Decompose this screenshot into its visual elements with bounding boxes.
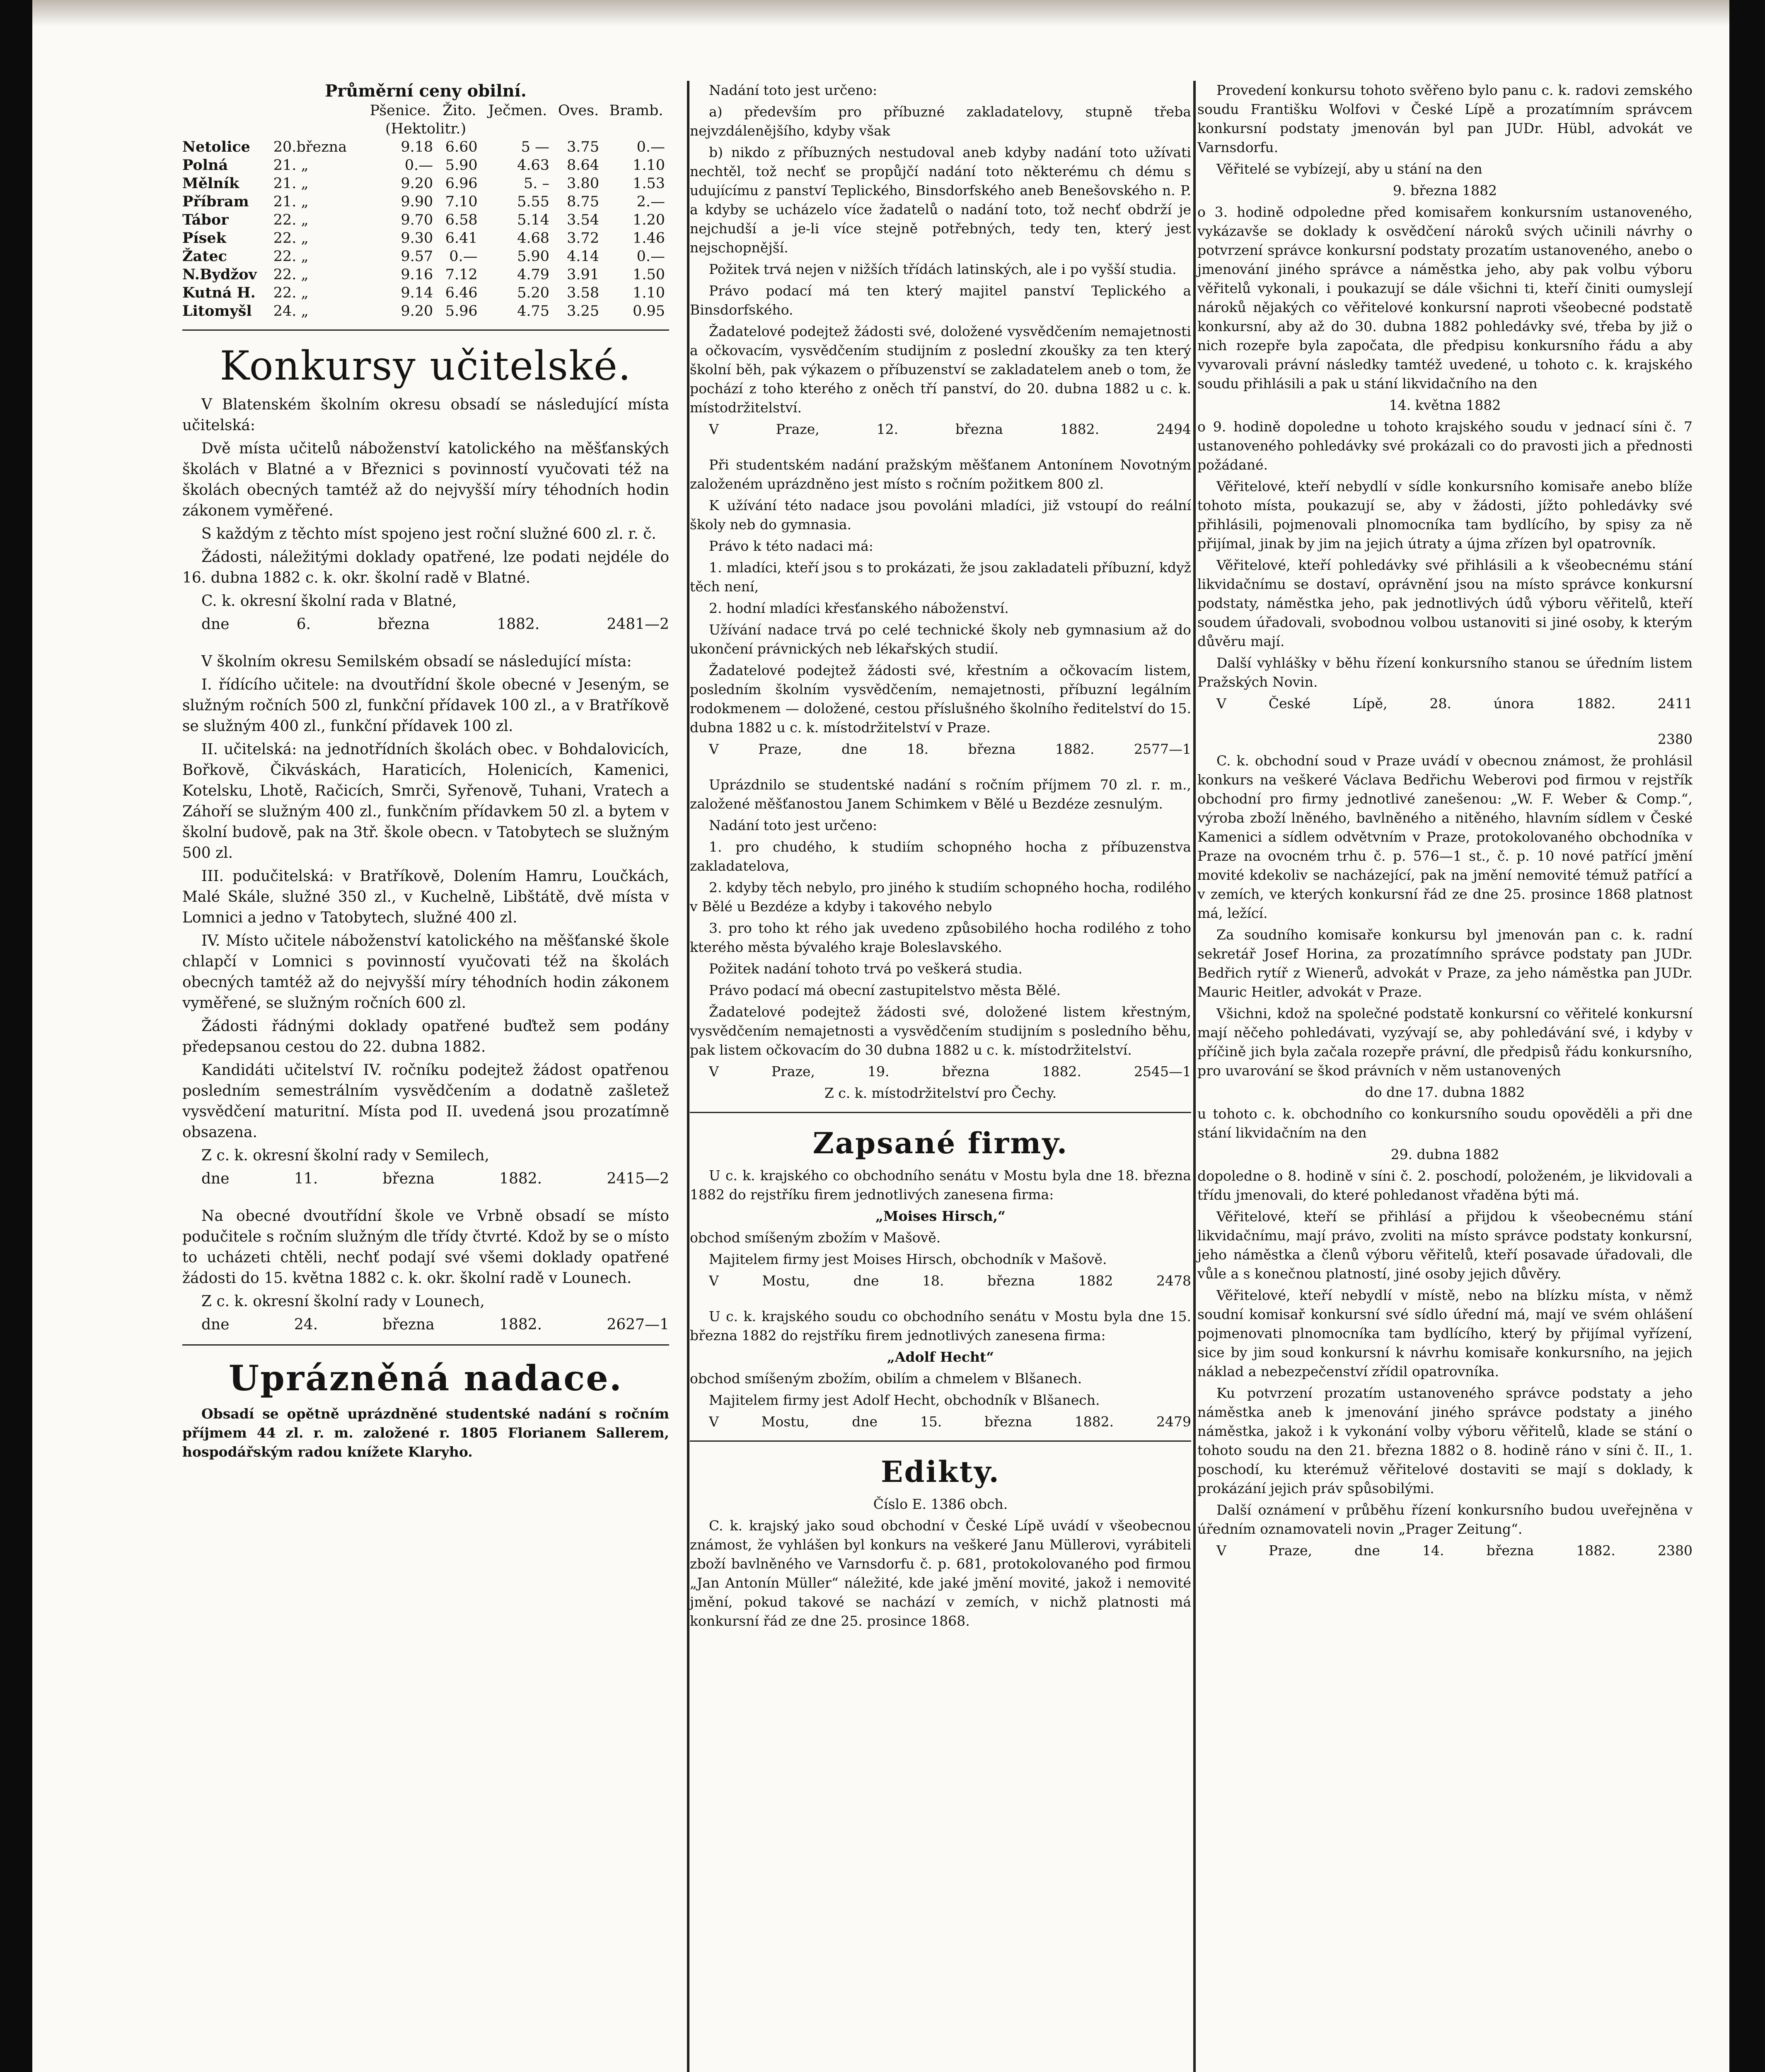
hearing-date: 9. března 1882 <box>1393 182 1497 198</box>
grain-date: 22. „ <box>273 230 309 247</box>
text: Majitelem firmy jest Adolf Hecht, obchodník v Blšanech. <box>709 1392 1100 1408</box>
signature-date: V Praze, dne 14. března 1882. <box>1216 1542 1615 1559</box>
grain-cell: 6.41 <box>445 230 478 247</box>
spacer <box>1197 716 1692 730</box>
notice-number: 2577—1 <box>1134 741 1191 757</box>
notice-number: 2494 <box>1156 421 1191 437</box>
grain-cell: 7.10 <box>445 194 478 210</box>
signature-date: dne 24. března 1882. <box>201 1316 542 1333</box>
text: Nadání toto jest určeno: <box>709 817 878 833</box>
text: Právo podací má ten který majitel panství Teplického a Binsdorfského. <box>690 283 1191 318</box>
spacer <box>690 761 1191 775</box>
text: Požitek trvá nejen v nižších třídách latinských, ale i po vyšší studia. <box>709 261 1177 277</box>
grain-cell: 0.— <box>449 248 478 265</box>
text: Žadatelové podejtež žádosti své, doložené listem křestným, vysvědčením nemajetnosti a vysvědčením studijním s posledního běhu, pak listem očkovacím do 30 dubna 1882 u c. k. místodržitelství. <box>690 1004 1191 1058</box>
grain-cell: 5 — <box>521 139 550 155</box>
notice-number: 2627—1 <box>607 1316 669 1333</box>
grain-cell: 5.55 <box>517 194 550 210</box>
heading-firmy: Zapsané firmy. <box>812 1126 1069 1160</box>
grain-cell: 5.14 <box>517 212 550 228</box>
grain-cell: 4.75 <box>517 303 550 320</box>
grain-town: N.Bydžov <box>182 266 257 283</box>
grain-cell: 4.63 <box>517 157 550 174</box>
text: Požitek nadání tohoto trvá po veškerá studia. <box>709 961 1023 977</box>
text: Žádosti řádnými doklady opatřené buďtež sem podány předepsanou cestou do 22. dubna 1882. <box>182 1018 669 1055</box>
grain-town: Polná <box>182 157 228 174</box>
column-rule-2 <box>1193 81 1196 2072</box>
text: Žadatelové podejtež žádosti své, křestním a očkovacím listem, posledním školním vysvědčením, nemajetnosti, příbuzní legálním rodokmenem — doložené, cestou příslušného školního ředitelství do 15. dubna 1882 u c. k. místodržitelství v Praze. <box>690 662 1191 736</box>
grain-cell: 0.— <box>404 157 433 174</box>
grain-cell: 9.90 <box>401 194 433 210</box>
grain-cell: 9.57 <box>401 248 433 265</box>
grain-town: Mělník <box>182 175 239 192</box>
text: b) nikdo z příbuzných nestudoval aneb kdyby nadání toto užívati nechtěl, tož nechť se propůjčí nadání toto některému ch dému s udujícímu z panství Teplického, Binsdorfského aneb Benešovského n. P. a kdyby se ucházelo více žadatelů o nadání toto, tož nechť obdrží je nejchudší a je-li více stejně potřebných, tedy ten, který jest nejschopnější. <box>690 144 1191 256</box>
text: Na obecné dvoutřídní škole ve Vrbně obsadí se místo podučitele s ročním služným dle třídy čtvrté. Kdož by se o místo to ucházeti chtěli, nechť podají své všemi doklady opatřené žádosti do 15. května 1882 c. k. okr. školní radě v Lounech. <box>182 1208 669 1287</box>
grain-date: 22. „ <box>273 248 309 265</box>
text: u tohoto c. k. obchodního co konkursního soudu opověděli a při dne stání likvidačním na den <box>1197 1106 1692 1141</box>
grain-prices-table <box>182 102 669 320</box>
grain-cell: 6.58 <box>445 212 478 228</box>
grain-header-spacer-date <box>273 102 363 120</box>
grain-cell: 5.20 <box>517 285 550 301</box>
grain-cell: 3.72 <box>567 230 600 247</box>
signature-line <box>690 1062 1191 1081</box>
grain-row <box>182 229 669 247</box>
grain-row <box>182 266 669 284</box>
text: Dvě místa učitelů náboženství katolického na měšťanských školách v Blatné a v Březnici s povinností vyučovati též na školách obecných tamtéž až do nejvyšší míry téhodních hodin zákonem vyměřené. <box>182 440 669 519</box>
text: obchod smíšeným zbožím v Mašově. <box>690 1230 941 1246</box>
signature-date: dne 11. března 1882. <box>201 1170 542 1187</box>
grain-cell: 2.— <box>636 194 665 210</box>
grain-cell: 5. – <box>524 175 550 192</box>
grain-cell: 9.18 <box>401 139 433 155</box>
text: 3. pro toho kt rého jak uvedeno způsobilého hocha rodilého z toho kterého města bývalého kraje Boleslavského. <box>690 920 1191 955</box>
text: Žadatelové podejtež žádosti své, doložené vysvědčením nemajetnosti a očkovacím, vysvědčením studijním z poslední zkoušky za ten který školní běh, pak výkazem o příbuzenství se zakladatelem aneb o tom, že pochází z toho kterého z oněch tří panství, do 20. dubna 1882 u c. k. místodržitelství. <box>690 323 1191 416</box>
text: Z c. k. okresní školní rady v Semilech, <box>201 1147 489 1164</box>
notice-number: 2478 <box>1156 1273 1191 1289</box>
grain-row <box>182 193 669 211</box>
grain-prices-title: Průměrní ceny obilní. <box>325 81 527 101</box>
text: Věřitelové, kteří nebydlí v místě, nebo na blízku místa, v němž soudní komisař konkursní své sídlo úřední má, mají ve svém ohlášení pojmenovati plnomocníka tam bydlícího, který by přijímal vyřízení, sice by jim soud konkursní k návrhu komisaře konkursního, na jejich náklad a nebezpečenství zřídil opatrovníka. <box>1197 1287 1692 1380</box>
edict-number: Číslo E. 1386 obch. <box>873 1496 1008 1512</box>
grain-cell: 6.96 <box>445 175 478 192</box>
grain-date: 22. „ <box>273 285 309 301</box>
grain-cell: 3.75 <box>567 139 600 155</box>
text: Věřitelové, kteří nebydlí v sídle konkursního komisaře anebo blíže tohoto místa, poukazují se, aby v žádosti, jížto pohledávky své přihlásili, pojmenovali plnomocníka tam bydlícího, by spisy za ně přijímal, jinak by jim na jejich útraty a újma zřízen byl opatrovník. <box>1197 478 1692 552</box>
heading-konkursy: Konkursy učitelské. <box>220 343 632 389</box>
grain-town: Písek <box>182 230 226 247</box>
signature-line <box>690 1271 1191 1290</box>
grain-cell: 9.20 <box>401 303 433 320</box>
grain-date: 22. „ <box>273 212 309 228</box>
signature-date: V Mostu, dne 15. března 1882. <box>709 1414 1114 1430</box>
text: Nadání toto jest určeno: <box>709 82 878 98</box>
text: Věřitelé se vybízejí, aby u stání na den <box>1216 161 1482 177</box>
signature-line <box>690 740 1191 759</box>
grain-cell: 1.10 <box>633 285 665 301</box>
text: Za soudního komisaře konkursu byl jmenován pan c. k. radní sekretář Josef Horina, za prozatímního správce podstaty pan JUDr. Bedřich rytíř z Wienerů, advokát v Praze, za jeho náměstka pan JUDr. Mauric Heitler, advokát v Praze. <box>1197 927 1692 1000</box>
grain-cell: 1.46 <box>633 230 665 247</box>
text: 2. hodní mladíci křesťanského náboženství. <box>709 600 1009 616</box>
column-rule-1 <box>687 81 689 2072</box>
grain-cell: 9.14 <box>401 285 433 301</box>
text: C. k. krajský jako soud obchodní v České Lípě uvádí v všeobecnou známost, že vyhlášen byl konkurs na veškeré Janu Müllerovi, vyrábiteli zboží bavlněného ve Varnsdorfu č. p. 681, protokolovaného pod firmou „Jan Antonín Müller“ náležité, kde jaké jmění movité, jakož i nemovité jmění, pokud takové se nachází v zemích, v nichž platnosti má konkursní řád ze dne 25. prosince 1868. <box>690 1518 1191 1629</box>
grain-date: 20.března <box>273 139 347 155</box>
text: Všichni, kdož na společné podstatě konkursní co věřitelé konkursní mají něčeho pohledávati, vyzývají se, aby pohledávání své, i kdyby v příčině jich byla začala rozepře právní, dle předpisů řádu konkursního, pro uvarování se škod právních v něm ustanovených <box>1197 1005 1692 1079</box>
hearing-date: 29. dubna 1882 <box>1390 1146 1499 1162</box>
grain-town: Žatec <box>182 248 227 265</box>
text: S každým z těchto míst spojeno jest roční služné 600 zl. r. č. <box>201 525 656 542</box>
text: obchod smíšeným zbožím, obilím a chmelem v Blšanech. <box>690 1370 1082 1387</box>
grain-cell: 4.68 <box>517 230 550 247</box>
grain-cell: 0.— <box>636 139 665 155</box>
grain-cell: 0.— <box>636 248 665 265</box>
grain-row <box>182 211 669 229</box>
grain-row <box>182 302 669 320</box>
grain-row <box>182 247 669 266</box>
text: Žádosti, náležitými doklady opatřené, lze podati nejdéle do 16. dubna 1882 c. k. okr. školní radě v Blatné. <box>182 549 669 586</box>
text: Další oznámení v průběhu řízení konkursního budou uveřejněna v úředním oznamovateli novin „Prager Zeitung“. <box>1197 1502 1692 1537</box>
grain-cell: 7.12 <box>445 266 478 283</box>
column-2 <box>690 81 1191 1633</box>
notice-number: 2411 <box>1658 695 1692 712</box>
signature-date: V České Lípě, 28. února 1882. <box>1216 695 1616 712</box>
text: IV. Místo učitele náboženství katolického na měšťanské škole chlapčí v Lomnici s povinností vyučovati též na školách obecných tamtéž až do nejvyšší míry téhodních hodin zákonem vyměřené, se služným ročních 600 zl. <box>182 932 669 1012</box>
page-right-border <box>1729 0 1765 2072</box>
grain-cell: 4.14 <box>567 248 600 265</box>
signature-line <box>182 614 669 635</box>
grain-cell: 5.90 <box>517 248 550 265</box>
grain-row <box>182 138 669 156</box>
firm-name: „Moises Hirsch,“ <box>875 1208 1006 1224</box>
heading-nadace: Uprázněná nadace. <box>228 1358 623 1399</box>
signature-line <box>182 1169 669 1189</box>
text: a) především pro příbuzné zakladatelovy, stupně třeba nejvzdálenějšího, kdyby však <box>690 104 1191 139</box>
text: Provedení konkursu tohoto svěřeno bylo panu c. k. radovi zemského soudu Františku Wolfovi v České Lípě a prozatímním správcem konkursní podstaty jmenován byl pan JUDr. Hübl, advokát ve Varnsdorfu. <box>1197 82 1692 155</box>
grain-cell: 0.95 <box>633 303 665 320</box>
section-divider <box>690 1112 1191 1113</box>
grain-row <box>182 156 669 174</box>
grain-cell: 5.90 <box>445 157 478 174</box>
grain-header-spacer <box>182 102 273 120</box>
signature-date: dne 6. března 1882. <box>201 616 540 633</box>
section-divider <box>690 1440 1191 1442</box>
notice-number: 2380 <box>1658 1542 1692 1559</box>
grain-header-oats: Oves. <box>558 102 599 119</box>
grain-cell: 3.80 <box>567 175 600 192</box>
text: C. k. okresní školní rada v Blatné, <box>201 593 457 610</box>
grain-header-wheat: Pšenice. <box>370 102 431 119</box>
grain-cell: 8.64 <box>567 157 600 174</box>
text: C. k. obchodní soud v Praze uvádí v obecnou známost, že prohlásil konkurs na veškeré Václava Bedřichu Weberovi pod firmou v rejstřík obchodní pro firmy jednotlivé zanešenou: „W. F. Weber & Comp.“, výroba zboží lněného, bavlněného a nitěného, hlavním sídlem v České Kamenici a sídlem odvětvním v Praze, protokolovaného obchodníka v Praze na ovocném trhu č. p. 576—1 st., č. p. 10 nové patřící jmění movité kdekoliv se nacházející, pak na jmění nemovité témuž patřící a v zemích, ve kterých konkursní řád ze dne 25. prosince 1868 platnost má, ležící. <box>1197 753 1692 921</box>
edict-number: 2380 <box>1658 731 1692 747</box>
text: o 9. hodině dopoledne u tohoto krajského soudu v jednací síni č. 7 ustanoveného pohledávky své prokázali co do pravosti jich a přednosti požádané. <box>1197 419 1692 473</box>
section-divider <box>182 329 669 331</box>
section-divider <box>182 1344 669 1346</box>
column-3 <box>1197 81 1692 1563</box>
heading-edikty: Edikty. <box>881 1455 1000 1489</box>
grain-cell: 8.75 <box>567 194 600 210</box>
text: 1. pro chudého, k studiím schopného hocha z příbuzenstva zakladatelova, <box>690 839 1191 874</box>
text: Při studentském nadání pražským měšťanem Antonínem Novotným založeném uprázdněno jest místo s ročním požitkem 800 zl. <box>690 457 1191 492</box>
signature-date: V Mostu, dne 18. března 1882 <box>709 1273 1113 1289</box>
signature-date: V Praze, 12. března 1882. <box>709 421 1100 437</box>
firm-name: „Adolf Hecht“ <box>887 1349 994 1365</box>
grain-row <box>182 284 669 302</box>
grain-date: 21. „ <box>273 194 309 210</box>
text: o 3. hodině odpoledne před komisařem konkursním ustanoveného, vykázavše se doklady k osvědčení nároků svých učinili návrhy o potvrzení správce konkursní podstaty prozatím ustanoveného, anebo o jmenování jiného správce a náměstka jeho, aby pak volbu výboru věřitelů vykonali, i poukazují se dále všichni ti, kteří činiti oumyslejí nároků nějakých co věřitelové konkursní naproti všeobecné podstatě konkursní, aby až do 30. dubna 1882 pohledávky své, třeba by již o nich rozepře byla započata, dle předpisu konkursního řádu a aby vyvarovali právní následky tamtéž uvedené, u tohoto c. k. krajského soudu přihlásili a pak u stání likvidačního na den <box>1197 204 1692 392</box>
spacer <box>182 1192 669 1206</box>
grain-cell: 9.30 <box>401 230 433 247</box>
spacer <box>690 1293 1191 1307</box>
text: U c. k. krajského soudu co obchodního senátu v Mostu byla dne 15. března 1882 do rejstříku firem jednotlivých zanesena firma: <box>690 1308 1191 1343</box>
grain-date: 24. „ <box>273 303 309 320</box>
text: Právo podací má obecní zastupitelstvo města Bělé. <box>709 982 1061 998</box>
grain-unit: (Hektolitr.) <box>385 121 467 137</box>
text: K užívání této nadace jsou povoláni mladíci, již vstoupí do reální školy neb do gymnasia. <box>690 497 1191 533</box>
grain-unit-row <box>182 120 669 138</box>
authority-line: Z c. k. místodržitelství pro Čechy. <box>824 1085 1057 1101</box>
grain-cell: 3.91 <box>567 266 600 283</box>
column-1 <box>182 81 669 1464</box>
grain-town: Kutná H. <box>182 284 256 301</box>
grain-cell: 1.10 <box>633 157 665 174</box>
spacer <box>182 637 669 651</box>
grain-header-barley: Ječmen. <box>488 102 547 119</box>
text: 1. mladíci, kteří jsou s to prokázati, že jsou zakladateli příbuzní, když těch není, <box>690 559 1191 595</box>
notice-number: 2479 <box>1156 1414 1192 1430</box>
grain-cell: 6.46 <box>445 285 478 301</box>
grain-cell: 4.79 <box>517 266 550 283</box>
text: III. podučitelská: v Bratříkově, Dolením Hamru, Loučkách, Malé Skále, služné 350 zl., v Kuchelně, Libštátě, dvě místa v Lomnici a jedno v Tatobytech, služné 400 zl. <box>182 868 669 926</box>
page-left-border <box>0 0 32 2072</box>
text: 2. kdyby těch nebylo, pro jiného k studiím schopného hocha, rodilého v Bělé u Bezdéze a kdyby i takového nebylo <box>690 879 1191 915</box>
notice-number: 2415—2 <box>607 1170 669 1187</box>
text: Obsadí se opětně uprázdněné studentské nadání s ročním příjmem 44 zl. r. m. založené r. 1805 Florianem Sallerem, hospodářským radou knížete Klaryho. <box>182 1406 669 1460</box>
grain-cell: 5.96 <box>445 303 478 320</box>
text: V školním okresu Semilském obsadí se následující místa: <box>201 653 632 670</box>
grain-date: 22. „ <box>273 266 309 283</box>
grain-cell: 3.54 <box>567 212 600 228</box>
grain-date: 21. „ <box>273 157 309 174</box>
text: Užívání nadace trvá po celé technické školy neb gymnasium až do ukončení právnických neb lékařských studií. <box>690 622 1191 657</box>
grain-town: Příbram <box>182 193 249 210</box>
text: U c. k. krajského co obchodního senátu v Mostu byla dne 18. března 1882 do rejstříku firem jednotlivých zanesena firma: <box>690 1167 1191 1203</box>
hearing-date: 14. května 1882 <box>1389 397 1501 413</box>
signature-line <box>690 420 1191 439</box>
text: Kandidáti učitelství IV. ročníku podejtež žádost opatřenou posledním semestrálním vysvědčením a dodatně zašletež vysvědčení maturitní. Místa pod II. uvedená jsou prozatímně obsazena. <box>182 1062 669 1141</box>
text: I. řídícího učitele: na dvoutřídní škole obecné v Jeseným, se služným ročních 500 zl, funkční přídavek 100 zl., a v Bratříkově se služným 400 zl., funkční přídavek 100 zl. <box>182 676 669 735</box>
grain-cell: 9.20 <box>401 175 433 192</box>
text: II. učitelská: na jednotřídních školách obec. v Bohdalovicích, Bořkově, Čikváskách, Haraticích, Holenicích, Kamenici, Kotelsku, Lhotě, Račicích, Smrči, Syřenově, Tuhani, Vratech a Záhoří se služným 400 zl., funkčním přídavkem 50 zl. a bytem v školní budově, pak na 3tř. škole obecn. v Tatobytech se služným 500 zl. <box>182 741 669 862</box>
grain-cell: 3.58 <box>567 285 600 301</box>
signature-line <box>1197 694 1692 713</box>
spacer <box>690 441 1191 455</box>
signature-line <box>690 1412 1191 1431</box>
grain-row <box>182 174 669 193</box>
text: Další vyhlášky v běhu řízení konkursního stanou se úředním listem Pražských Novin. <box>1197 655 1692 690</box>
grain-cell: 1.53 <box>633 175 665 192</box>
signature-line <box>1197 1541 1692 1560</box>
grain-cell: 6.60 <box>445 139 478 155</box>
grain-cell: 9.70 <box>401 212 433 228</box>
text: Ku potvrzení prozatím ustanoveného správce podstaty a jeho náměstka aneb k jmenování jiného správce podstaty a jiného náměstka, jakož i k vykonání volby výboru věřitelů, klade se stání o tohoto soudu na den 21. března 1882 o 8. hodině ráno v síni č. II., 1. poschodí, ku kterémuž věřitelové dostaviti se mají s doklady, k prokázání jejich práv spůsobilými. <box>1197 1385 1692 1496</box>
grain-header-row <box>182 102 669 120</box>
text: dopoledne o 8. hodině v síni č. 2. poschodí, položeném, je likvidovali a třídu jmenovali, do které pohledanost vřaděna býti má. <box>1197 1168 1692 1203</box>
grain-date: 21. „ <box>273 175 309 192</box>
grain-town: Litomyšl <box>182 303 252 320</box>
grain-header-rye: Žito. <box>442 102 476 119</box>
grain-cell: 9.16 <box>401 266 433 283</box>
text: Z c. k. okresní školní rady v Lounech, <box>201 1293 485 1310</box>
grain-cell: 1.20 <box>633 212 665 228</box>
text: Věřitelové, kteří pohledávky své přihlásili a k všeobecnému stání likvidačnímu se dostaví, oprávnění jsou na místo správce konkursní podstaty, náměstka jeho, pak jednotlivých údů výboru věřitelů, kteří soudem úřadovali, svobodnou volbou ustanoviti si jiné osoby, k kterým důvěru mají. <box>1197 557 1692 649</box>
signature-date: V Praze, dne 18. března 1882. <box>709 741 1095 757</box>
text: Majitelem firmy jest Moises Hirsch, obchodník v Mašově. <box>709 1251 1107 1267</box>
notice-number: 2481—2 <box>607 616 669 633</box>
text: V Blatenském školním okresu obsadí se následující místa učitelská: <box>182 396 669 434</box>
text: Právo k této nadaci má: <box>709 538 873 554</box>
signature-date: V Praze, 19. března 1882. <box>709 1063 1081 1080</box>
grain-header-potatoes: Bramb. <box>609 102 663 119</box>
grain-town: Tábor <box>182 211 229 228</box>
grain-cell: 3.25 <box>567 303 600 320</box>
notice-number: 2545—1 <box>1134 1063 1191 1080</box>
grain-town: Netolice <box>182 138 250 155</box>
page-top-edge <box>0 0 1765 27</box>
text: Uprázdnilo se studentské nadání s ročním příjmem 70 zl. r. m., založené měšťanostou Janem Schimkem v Bělé u Bezdéze zesnulým. <box>690 777 1191 812</box>
text: Věřitelové, kteří se přihlásí a přijdou k všeobecnému stání likvidačnímu, mají právo, zvoliti na místo správce podstaty konkursní, jeho náměstka a členů výboru věřitelů, kteří posavade úřadovali, dle vůle a s konečnou platností, jiné osoby jejich důvěry. <box>1197 1208 1692 1282</box>
grain-cell: 1.50 <box>633 266 665 283</box>
signature-line <box>182 1314 669 1335</box>
deadline-date: do dne 17. dubna 1882 <box>1365 1084 1525 1100</box>
